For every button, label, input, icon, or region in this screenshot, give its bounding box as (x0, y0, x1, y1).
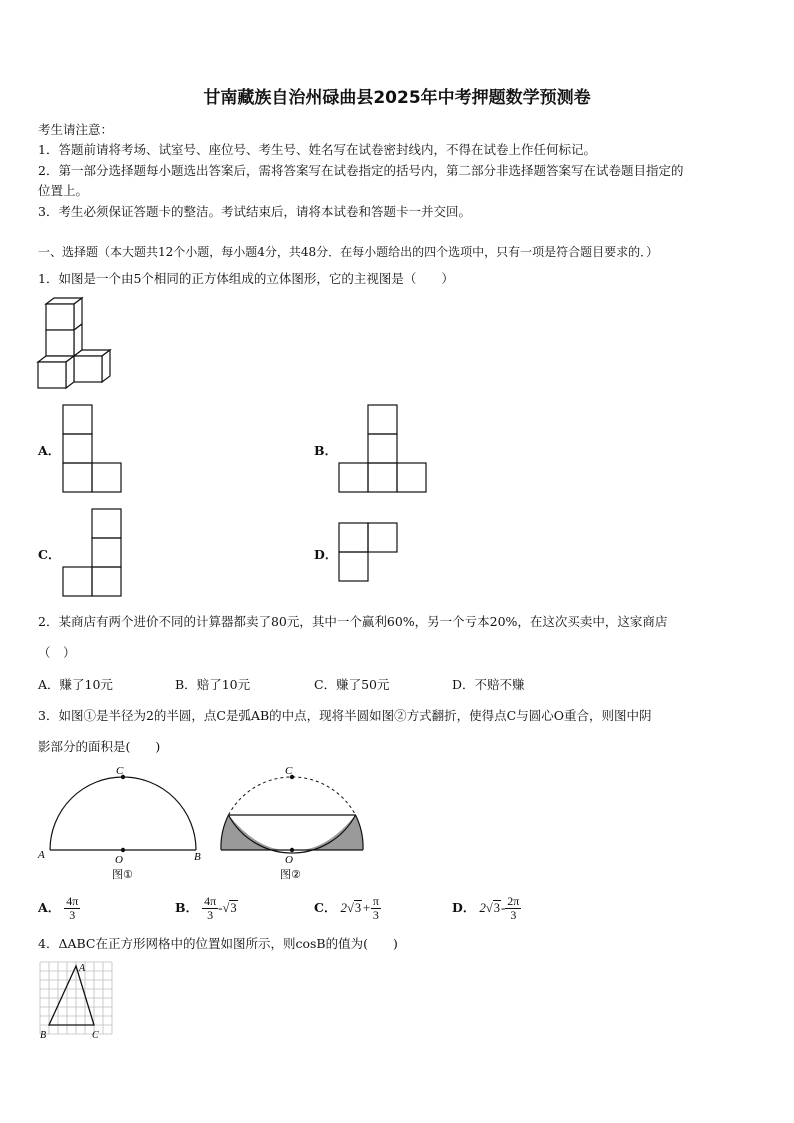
q2-option-d-letter: D． (452, 677, 475, 692)
q3-d-num: 2π (507, 894, 520, 908)
q3-d-radicand: 3 (493, 901, 500, 915)
q2-option-b-letter: B． (175, 677, 197, 692)
q3-a-den: 3 (69, 908, 76, 922)
notice-item-3: 3．考生必须保证答题卡的整洁。考试结束后，请将本试卷和答题卡一并交回。 (38, 204, 471, 219)
q3-b-minus: - (218, 900, 223, 915)
fig1-caption: 图① (112, 868, 133, 881)
q3-option-a-letter: A． (38, 900, 61, 915)
q4-label-b: B (40, 1030, 47, 1041)
fig1-label-c: C (116, 765, 124, 777)
q4-label-a: A (79, 963, 86, 974)
q3-option-a (38, 892, 80, 924)
q3-option-d-fraction (505, 895, 521, 922)
page-title: 甘南藏族自治州碌曲县2025年中考押题数学预测卷 (203, 88, 591, 108)
section-heading: 一、选择题（本大题共12个小题，每小题4分，共48分．在每小题给出的四个选项中，只有一项是符合题目要求的．） (38, 245, 659, 259)
q3-option-c-fraction (371, 895, 381, 922)
q4-stem: 4．ΔABC在正方形网格中的位置如图所示，则cosB的值为( ) (38, 936, 398, 951)
q2-option-a-text: 赚了10元 (59, 677, 113, 692)
q2-option-c-text: 赚了50元 (336, 677, 390, 692)
q3-c-op: + (362, 900, 371, 915)
q3-figure-2 (214, 760, 372, 886)
q3-c-den: 3 (372, 908, 379, 922)
q3-option-c (314, 892, 381, 924)
fig1-label-a: A (38, 849, 45, 861)
q3-b-num: 4π (204, 894, 217, 908)
notice-heading: 考生请注意： (38, 122, 114, 137)
q1-option-c-label: C． (38, 547, 61, 562)
q3-option-b-fraction (202, 895, 218, 922)
q3-b-sqrt: √3 (222, 901, 237, 915)
q1-option-a-label: A． (38, 443, 61, 458)
q3-b-radicand: 3 (230, 901, 237, 915)
q3-b-den: 3 (207, 908, 214, 922)
q2-option-b (175, 677, 250, 693)
q3-c-radicand: 3 (354, 901, 362, 915)
q1-option-d-figure (338, 522, 400, 584)
q3-c-sqrt: √3 (346, 901, 362, 915)
fig1-label-b: B (194, 851, 201, 863)
q3-option-b-letter: B． (175, 900, 199, 915)
q3-c-num: π (372, 894, 379, 908)
q3-a-num: 4π (66, 894, 79, 908)
q3-option-a-fraction (64, 895, 80, 922)
notice-item-2: 2．第一部分选择题每小题选出答案后，需将答案写在试卷指定的括号内，第二部分非选择题答案写在试卷题目指定的 (38, 163, 684, 178)
q1-option-d-label: D． (314, 547, 338, 562)
q3-option-d (452, 892, 521, 924)
q2-option-a (38, 677, 113, 693)
q2-option-c-letter: C． (314, 677, 337, 692)
q2-stem-cont: （ ） (38, 645, 76, 660)
q3-option-c-letter: C． (314, 900, 337, 915)
q1-option-b-label: B． (314, 443, 338, 458)
notice-item-1: 1．答题前请将考场、试室号、座位号、考生号、姓名写在试卷密封线内，不得在试卷上作任何标记。 (38, 142, 596, 157)
q2-option-d (452, 677, 525, 693)
q3-d-coef: 2 (479, 900, 486, 915)
fig2-caption: 图② (280, 868, 301, 881)
q3-stem-cont: 影部分的面积是( ) (38, 739, 161, 754)
q3-option-d-letter: D． (452, 900, 476, 915)
fig2-label-o: O (285, 854, 293, 866)
q1-option-c-figure (62, 508, 122, 598)
q2-option-b-text: 赔了10元 (196, 677, 251, 692)
q3-option-b (175, 892, 238, 924)
fig1-label-o: O (115, 854, 123, 866)
q4-grid-figure (36, 958, 122, 1044)
q4-label-c: C (92, 1030, 99, 1041)
q3-stem: 3．如图①是半径为2的半圆，点C是弧AB的中点，现将半圆如图②方式翻折，使得点C与圆心O重合，则图中阴 (38, 708, 652, 723)
q2-option-c (314, 677, 389, 693)
q2-option-a-letter: A． (38, 677, 60, 692)
q1-stem: 1．如图是一个由5个相同的正方体组成的立体图形，它的主视图是（ ） (38, 271, 454, 286)
q3-d-sqrt: √3 (485, 901, 500, 915)
q1-option-b-figure (338, 404, 428, 494)
q1-option-a-figure (62, 404, 122, 494)
q1-solid-figure (36, 296, 114, 396)
q3-d-den: 3 (510, 908, 517, 922)
q3-d-op: - (500, 900, 506, 915)
q3-figure-1 (36, 760, 208, 886)
q2-stem: 2．某商店有两个进价不同的计算器都卖了80元，其中一个赢利60%，另一个亏本20%，在这次买卖中，这家商店 (38, 614, 668, 629)
q3-c-coef: 2 (340, 900, 347, 915)
q2-option-d-text: 不赔不赚 (474, 677, 525, 692)
fig2-label-c: C (285, 765, 293, 777)
notice-item-2-cont: 位置上。 (38, 183, 89, 198)
